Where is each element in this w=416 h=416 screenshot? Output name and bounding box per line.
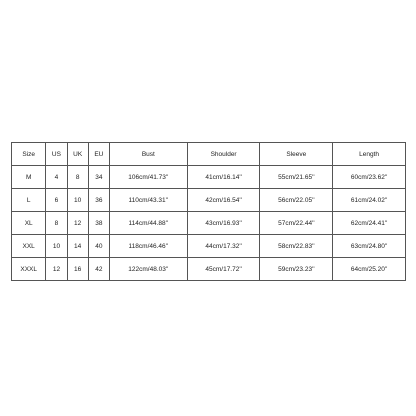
cell-length: 63cm/24.80''	[333, 235, 406, 258]
cell-eu: 34	[88, 166, 109, 189]
cell-size: L	[12, 189, 46, 212]
cell-shoulder: 43cm/16.93''	[187, 212, 260, 235]
cell-size: XL	[12, 212, 46, 235]
cell-bust: 106cm/41.73''	[109, 166, 187, 189]
cell-us: 10	[46, 235, 67, 258]
cell-eu: 36	[88, 189, 109, 212]
cell-bust: 114cm/44.88''	[109, 212, 187, 235]
cell-size: M	[12, 166, 46, 189]
table-row	[12, 166, 406, 189]
header-bust: Bust	[109, 143, 187, 166]
cell-uk: 12	[67, 212, 88, 235]
cell-us: 8	[46, 212, 67, 235]
cell-length: 61cm/24.02''	[333, 189, 406, 212]
header-size: Size	[12, 143, 46, 166]
cell-uk: 14	[67, 235, 88, 258]
table-header-row	[12, 143, 406, 166]
cell-shoulder: 44cm/17.32''	[187, 235, 260, 258]
cell-shoulder: 41cm/16.14''	[187, 166, 260, 189]
header-uk: UK	[67, 143, 88, 166]
cell-uk: 16	[67, 258, 88, 281]
cell-length: 62cm/24.41''	[333, 212, 406, 235]
cell-sleeve: 58cm/22.83''	[260, 235, 333, 258]
cell-eu: 42	[88, 258, 109, 281]
cell-shoulder: 42cm/16.54''	[187, 189, 260, 212]
cell-length: 64cm/25.20''	[333, 258, 406, 281]
table-row	[12, 189, 406, 212]
cell-eu: 38	[88, 212, 109, 235]
header-us: US	[46, 143, 67, 166]
header-sleeve: Sleeve	[260, 143, 333, 166]
cell-us: 6	[46, 189, 67, 212]
header-length: Length	[333, 143, 406, 166]
cell-bust: 118cm/46.46''	[109, 235, 187, 258]
cell-size: XXL	[12, 235, 46, 258]
cell-sleeve: 56cm/22.05''	[260, 189, 333, 212]
cell-size: XXXL	[12, 258, 46, 281]
cell-shoulder: 45cm/17.72''	[187, 258, 260, 281]
cell-sleeve: 55cm/21.65''	[260, 166, 333, 189]
table-row	[12, 258, 406, 281]
cell-us: 12	[46, 258, 67, 281]
cell-bust: 110cm/43.31''	[109, 189, 187, 212]
cell-length: 60cm/23.62''	[333, 166, 406, 189]
header-shoulder: Shoulder	[187, 143, 260, 166]
cell-sleeve: 57cm/22.44''	[260, 212, 333, 235]
table-row	[12, 212, 406, 235]
cell-uk: 8	[67, 166, 88, 189]
cell-sleeve: 59cm/23.23''	[260, 258, 333, 281]
header-eu: EU	[88, 143, 109, 166]
size-chart-table	[11, 142, 406, 281]
cell-bust: 122cm/48.03''	[109, 258, 187, 281]
cell-us: 4	[46, 166, 67, 189]
table-row	[12, 235, 406, 258]
cell-eu: 40	[88, 235, 109, 258]
cell-uk: 10	[67, 189, 88, 212]
